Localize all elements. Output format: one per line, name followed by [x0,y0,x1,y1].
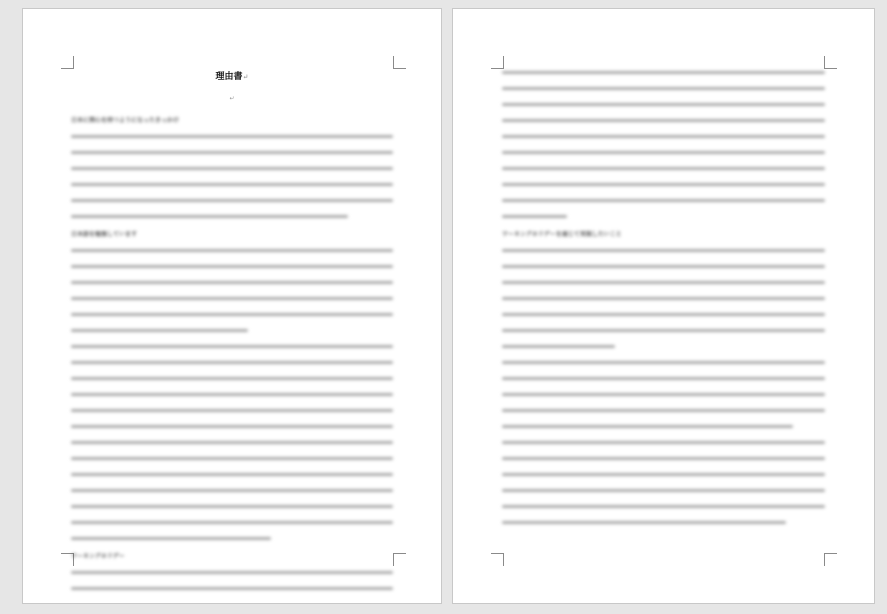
text-line [502,71,825,74]
text-line [71,587,393,590]
text-line [502,215,567,218]
text-line [502,265,825,268]
section-heading: ワーキングホリデー [71,553,125,560]
text-line [71,537,271,540]
text-line [71,345,393,348]
text-line [502,489,825,492]
crop-mark-bottom-right [393,553,406,566]
text-line [502,199,825,202]
text-line [71,199,393,202]
text-line [71,393,393,396]
text-line [71,135,393,138]
document-page-1[interactable] [23,9,441,603]
section [71,345,393,540]
paragraph [502,361,825,428]
section [71,117,393,218]
section [71,553,393,590]
crop-mark-top-right [393,56,406,69]
text-line [71,265,393,268]
text-line [502,425,793,428]
text-line [71,377,393,380]
text-line [502,183,825,186]
text-line [502,313,825,316]
text-line [71,521,393,524]
text-line [502,393,825,396]
text-line [502,361,825,364]
text-line [71,409,393,412]
text-line [502,297,825,300]
text-line [71,571,393,574]
text-line [502,87,825,90]
page-2-body [502,71,825,537]
paragraph [71,249,393,332]
paragraph [71,571,393,590]
paragraph [71,135,393,218]
text-line [502,167,825,170]
empty-paragraph-mark: ↵ [229,95,235,102]
text-line [502,119,825,122]
text-line [502,151,825,154]
crop-mark-bottom-right [824,553,837,566]
text-line [71,167,393,170]
text-line [71,473,393,476]
text-line [502,135,825,138]
text-line [71,425,393,428]
text-line [502,281,825,284]
crop-mark-bottom-left [491,553,504,566]
text-line [71,361,393,364]
text-line [71,249,393,252]
text-line [502,103,825,106]
crop-mark-top-left [491,56,504,69]
document-title [23,69,441,82]
text-line [71,313,393,316]
text-line [71,151,393,154]
paragraph [502,441,825,524]
section-heading: ワーキングホリデーを通じて実現したいこと [502,231,622,238]
paragraph [502,71,825,218]
text-line [71,215,348,218]
crop-mark-top-right [824,56,837,69]
text-line [71,457,393,460]
paragraph [502,249,825,348]
text-line [502,409,825,412]
text-line [71,183,393,186]
page-1-body [71,117,393,603]
document-title-text: 理由書 [215,72,243,82]
section [502,441,825,524]
document-page-2[interactable] [453,9,874,603]
text-line [502,473,825,476]
text-line [502,249,825,252]
text-line [71,281,393,284]
text-line [502,329,825,332]
text-line [71,297,393,300]
crop-mark-top-left [61,56,74,69]
section-heading: 日本語を勉強しています [71,231,138,238]
section [71,231,393,332]
section [502,361,825,428]
text-line [71,489,393,492]
text-line [502,377,825,380]
paragraph [71,345,393,540]
text-line [502,521,786,524]
text-line [502,345,615,348]
text-line [71,505,393,508]
text-line [502,505,825,508]
text-line [71,441,393,444]
text-line [502,441,825,444]
text-line [71,329,248,332]
section [502,71,825,218]
text-line [502,457,825,460]
section-heading: 日本に関心を持つようになったきっかけ [71,117,180,124]
paragraph-mark: ↵ [242,73,249,81]
section [502,231,825,348]
